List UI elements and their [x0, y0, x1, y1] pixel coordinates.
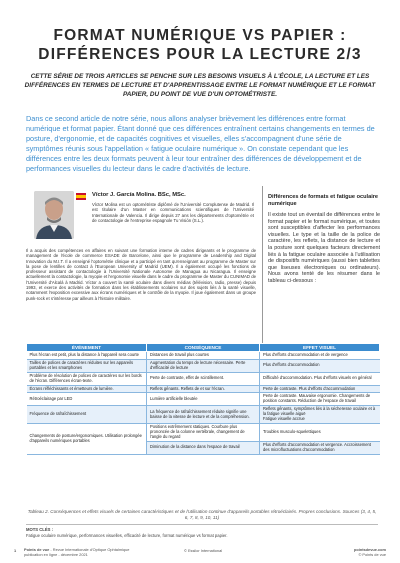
- table-cell-text: Fatigue visuelle accrue: [262, 416, 305, 422]
- table-cell: Plus l'écran est petit, plus la distance à l'appareil sera courte: [27, 352, 147, 360]
- table-cell: Reflets gênants. Reflets de et sur l'écran.: [147, 385, 260, 393]
- spain-flag-icon: [76, 193, 86, 200]
- intro-paragraph: Dans ce second article de notre série, nous allons analyser brièvement les différences entre format numérique et format papier. Étant donné que ces différences entraînent certains changements en termes de posture, d'ergonomie, et de capacités cognitives et visuelles, elles s'accompagnent d'une série de symptômes réunis sous l'appellation « fatigue oculaire numérique ». On constate cependant que les différences entre les deux formats peuvent à leur tour entraîner des différences de développement et de performances visuelles du lecteur dans le cadre d'activités de lecture.: [26, 114, 375, 173]
- table-row: [27, 385, 380, 393]
- table-cell: Troubles musculo-squelettiques: [259, 423, 379, 441]
- page-footer: [14, 548, 386, 560]
- article-title-line2: DIFFÉRENCES POUR LA LECTURE 2/3: [38, 46, 362, 63]
- footer-right: [354, 548, 386, 558]
- table-header-cell: ÉVÉNEMENT: [27, 344, 147, 352]
- page-number: 1: [14, 548, 17, 553]
- table-cell: Augmentation du temps de lecture nécessaire. Perte d'efficacité de lecture: [147, 359, 260, 372]
- table-cell: Fréquence de rafraîchissement: [27, 406, 147, 424]
- table-header-row: [27, 344, 380, 352]
- keywords-label: MOTS CLÉS :: [26, 527, 53, 532]
- author-bio: Víctor Molina est un optométriste diplômé de l'Université Complutense de Madrid. Il est titulaire d'un Master en communications scientifiques de l'Université Internationale de Valencia. Il dirige depuis 27 ans les départements d'optométrie et de contactologie de l'entreprise espagnole Tu Visión (S.L.).: [92, 202, 254, 223]
- table-cell: La fréquence de rafraîchissement réduite signifie une baisse de la vitesse de lecture et de la compréhension.: [147, 406, 260, 424]
- table-cell: Difficulté d'accommodation. Plus d'efforts visuels en général: [259, 372, 379, 385]
- table-cell: Perte de contraste. Plus d'efforts d'accommodation: [259, 385, 379, 393]
- table-cell: Distances de travail plus courtes: [147, 352, 260, 360]
- table-header-cell: CONSÉQUENCE: [147, 344, 260, 352]
- sidebar-box: [262, 186, 380, 352]
- author-name: Víctor J. García Molina. BSc, MSc.: [92, 192, 186, 198]
- table-cell: [259, 406, 379, 424]
- copyright-text: © Essilor International: [184, 548, 223, 553]
- table-cell: Tailles de polices de caractères réduites sur les appareils portables et les smartphones: [27, 359, 147, 372]
- table-cell: Lumière artificielle bleutée: [147, 393, 260, 406]
- sidebar-text: Il existe tout un éventail de différences entre le format papier et le format numérique, et toutes sont susceptibles d'affecter les performances visuelles. Le type et la taille de la police de caractère, les reflets, la distance de lecture et la posture sont quelques facteurs directement liés à la fatigue oculaire associée à l'utilisation de dispositifs numériques (aussi bien tablettes que liseuses électroniques ou ordinateurs). Nous avons tenté de les résumer dans le tableau ci-dessous :: [268, 212, 380, 284]
- table-cell: Problème de résolution de polices de caractères sur les bords de l'écran. Différences écran-texte.: [27, 372, 147, 385]
- table-row: [27, 393, 380, 406]
- table-cell: Plus d'efforts d'accommodation et de vergence: [259, 352, 379, 360]
- table-cell-text: Reflets gênants, symptômes liés à la sécheresse oculaire et à la fatigue visuelle aiguë: [262, 406, 376, 417]
- table-cell: Écrans réfléchissants et émetteurs de lumière.: [27, 385, 147, 393]
- table-row: [27, 359, 380, 372]
- article-title: [14, 26, 386, 64]
- journal-title: Points de vue: [24, 547, 50, 552]
- table-row: [27, 423, 380, 441]
- table-cell: Diminution de la distance dans l'espace de travail: [147, 441, 260, 454]
- article-subtitle: CETTE SÉRIE DE TROIS ARTICLES SE PENCHE SUR LES BESOINS VISUELS À L'ÉCOLE, LA LECTURE ET LES DIFFÉRENCES EN TERMES DE LECTURE ET D'APPRENTISSAGE ENTRE LE FORMAT NUMÉRIQUE ET LE FORMAT PAPIER, DU POINT DE VUE D'UN OPTOMÉTRISTE.: [24, 73, 376, 98]
- table-cell: Perte de contraste, effet de scintillement.: [147, 372, 260, 385]
- table-cell: Positions extrêmement statiques. Courbure plus prononcée de la colonne vertébrale, changement de l'angle du regard: [147, 423, 260, 441]
- table-cell: Plus d'efforts d'accommodation et vergence. Accroissement des microfluctuations d'accommodation: [259, 441, 379, 454]
- table-row: [27, 372, 380, 385]
- author-photo: [34, 191, 74, 239]
- table-row: [27, 406, 380, 424]
- keywords-box: [26, 524, 378, 538]
- table-cell: Rétroéclairage par LED: [27, 393, 147, 406]
- sidebar-divider: [262, 186, 263, 352]
- website-link[interactable]: pointsdevue.com: [354, 547, 386, 552]
- comparison-table: [26, 343, 380, 455]
- sidebar-title: Différences de formats et fatigue oculaire numérique: [268, 194, 379, 207]
- table-caption: Tableau 2. Conséquences et effets visuels de certaines caractéristiques et de l'utilisation continue d'appareils portables rétroéclairés. Propres conclusions. Sources (3, 4, 5, 6, 7, 8, 9, 10, 11): [27, 509, 377, 520]
- table-cell: Perte de contraste. Mauvaise ergonomie. Changements de position constants. Réduction de l'espace de travail: [259, 393, 379, 406]
- table-row: [27, 352, 380, 360]
- table-cell: Changements de posture/ergonomiques. Utilisation prolongée d'appareils numériques portables: [27, 423, 147, 454]
- author-card: [26, 189, 254, 245]
- author-bio-continued: Il a acquis des compétences en affaires en suivant une formation interne de cadres dirigeants et le programme de management de l'école de commerce ESADE de Barcelone, ainsi que le programme de Leadership and Digital Innovation du M.I.T. Il a enseigné l'optométrie clinique et a participé en tant qu'enseignant au programme de Master sur la pose de lentilles de contact à l'European University of Madrid (UEM). Il a également occupé les fonctions de professeur assistant de contactologie à l'Université Nationale Autonome de Managua au Nicaragua. Il enseigne actuellement la contactologie, la myopie et l'ergonomie visuelle dans le cadre du programme de Master du CUNIMAD de l'Université d'Alcalá à Madrid. Víctor a couvert la santé oculaire dans divers médias (télévision, radio, presse) depuis 1993, et exerce des activités de formation dans les établissements scolaires sur des sujets liés à la santé visuelle, notamment l'exposition excessive aux écrans numériques et le contrôle de la myopie. Il joue également dans un groupe punk-rock et s'intéresse par ailleurs à l'histoire militaire.: [26, 248, 256, 301]
- table-header-cell: EFFET VISUEL: [259, 344, 379, 352]
- rights-text: © Points de vue: [358, 551, 386, 557]
- journal-info: [24, 548, 144, 558]
- article-title-line1: FORMAT NUMÉRIQUE VS PAPIER :: [53, 27, 347, 44]
- keywords-text: Fatigue oculaire numérique, performances visuelles, efficacité de lecture, format numérique vs format papier.: [26, 532, 228, 538]
- journal-description: - Revue Internationale d'Optique Ophtalmique publication en ligne - décembre 2021: [24, 547, 130, 557]
- table-cell: Plus d'efforts d'accommodation: [259, 359, 379, 372]
